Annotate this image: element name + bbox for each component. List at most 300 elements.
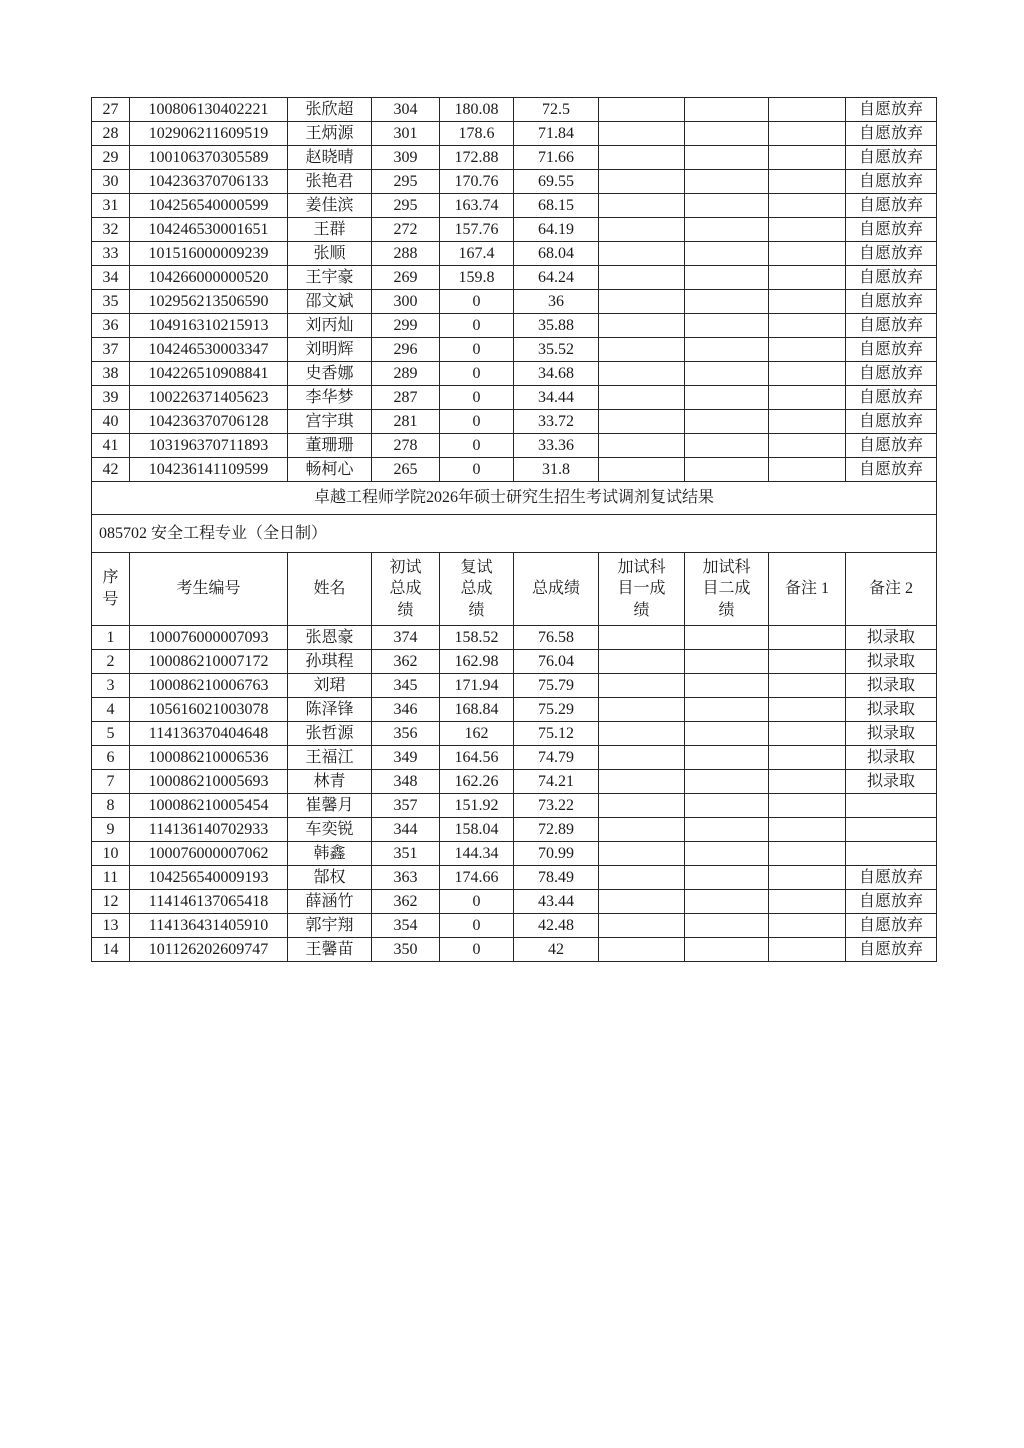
table-cell: 拟录取 (846, 746, 937, 770)
table-row (92, 170, 937, 194)
table-cell (769, 314, 846, 338)
table-cell: 自愿放弃 (846, 866, 937, 890)
page-title: 卓越工程师学院2026年硕士研究生招生考试调剂复试结果 (92, 482, 937, 515)
table-cell: 158.52 (440, 626, 514, 650)
table-cell: 114146137065418 (130, 890, 288, 914)
table-cell (685, 794, 769, 818)
table-cell (769, 170, 846, 194)
table-cell: 30 (92, 170, 130, 194)
table-cell: 自愿放弃 (846, 410, 937, 434)
table-cell: 33 (92, 242, 130, 266)
table-cell: 102906211609519 (130, 122, 288, 146)
table-cell: 42 (92, 458, 130, 482)
table-cell (599, 146, 685, 170)
table-row (92, 314, 937, 338)
table-cell (769, 794, 846, 818)
table-cell (685, 818, 769, 842)
table-cell: 33.36 (514, 434, 599, 458)
table-cell: 170.76 (440, 170, 514, 194)
table-cell (599, 410, 685, 434)
col-header-remark1: 备注 1 (769, 553, 846, 626)
table-cell (685, 314, 769, 338)
table-cell (599, 794, 685, 818)
table-cell: 张哲源 (288, 722, 372, 746)
table-cell: 349 (372, 746, 440, 770)
table-cell: 287 (372, 386, 440, 410)
table-cell (685, 722, 769, 746)
table-cell: 100086210006763 (130, 674, 288, 698)
table-cell (685, 386, 769, 410)
table-cell: 5 (92, 722, 130, 746)
table-cell (685, 434, 769, 458)
table-cell: 自愿放弃 (846, 458, 937, 482)
table-cell: 34.68 (514, 362, 599, 386)
table-cell: 35.52 (514, 338, 599, 362)
table-cell: 102956213506590 (130, 290, 288, 314)
table-row (92, 242, 937, 266)
table-cell: 刘明辉 (288, 338, 372, 362)
table-row (92, 938, 937, 962)
table-cell: 13 (92, 914, 130, 938)
table-cell: 301 (372, 122, 440, 146)
col-header-no: 序 号 (92, 553, 130, 626)
table-cell: 151.92 (440, 794, 514, 818)
table-cell: 郜权 (288, 866, 372, 890)
table-cell: 自愿放弃 (846, 98, 937, 122)
table-cell: 296 (372, 338, 440, 362)
table-cell: 0 (440, 338, 514, 362)
table-cell: 104236370706133 (130, 170, 288, 194)
table-cell (599, 194, 685, 218)
table-cell: 100076000007062 (130, 842, 288, 866)
table-cell (846, 818, 937, 842)
table-cell: 72.5 (514, 98, 599, 122)
table-cell: 拟录取 (846, 698, 937, 722)
table-cell: 拟录取 (846, 722, 937, 746)
table-cell: 72.89 (514, 818, 599, 842)
table-cell (599, 914, 685, 938)
table-cell: 42.48 (514, 914, 599, 938)
table-row (92, 362, 937, 386)
table-row (92, 674, 937, 698)
table-cell: 31 (92, 194, 130, 218)
table-cell: 157.76 (440, 218, 514, 242)
table-cell: 拟录取 (846, 650, 937, 674)
table-row (92, 458, 937, 482)
table-cell: 68.15 (514, 194, 599, 218)
table-row (92, 338, 937, 362)
table-row (92, 794, 937, 818)
table-cell: 144.34 (440, 842, 514, 866)
table-cell (685, 146, 769, 170)
table-cell: 34.44 (514, 386, 599, 410)
table-cell: 拟录取 (846, 674, 937, 698)
table-cell: 王群 (288, 218, 372, 242)
table-cell: 自愿放弃 (846, 290, 937, 314)
table-cell: 0 (440, 314, 514, 338)
table-row (92, 770, 937, 794)
table-cell (685, 746, 769, 770)
table-cell: 100086210005693 (130, 770, 288, 794)
table-cell: 354 (372, 914, 440, 938)
table-cell: 114136370404648 (130, 722, 288, 746)
table-cell (769, 938, 846, 962)
table-cell: 29 (92, 146, 130, 170)
table-cell (599, 698, 685, 722)
table-cell (599, 386, 685, 410)
table-cell: 0 (440, 386, 514, 410)
table-cell: 350 (372, 938, 440, 962)
table-cell: 104246530001651 (130, 218, 288, 242)
table-cell (685, 674, 769, 698)
table-cell: 自愿放弃 (846, 434, 937, 458)
table-cell: 78.49 (514, 866, 599, 890)
table-cell (685, 890, 769, 914)
col-header-candidate-id: 考生编号 (130, 553, 288, 626)
continuation-rows (92, 98, 937, 482)
table-cell: 10 (92, 842, 130, 866)
table-cell (685, 122, 769, 146)
table-cell: 74.21 (514, 770, 599, 794)
table-row (92, 722, 937, 746)
table-cell: 7 (92, 770, 130, 794)
table-cell (769, 386, 846, 410)
table-cell: 车奕锐 (288, 818, 372, 842)
table-cell: 9 (92, 818, 130, 842)
table-cell: 韩鑫 (288, 842, 372, 866)
table-cell: 75.79 (514, 674, 599, 698)
table-cell: 104226510908841 (130, 362, 288, 386)
table-cell (685, 410, 769, 434)
table-row (92, 626, 937, 650)
table-cell: 自愿放弃 (846, 338, 937, 362)
table-row (92, 866, 937, 890)
table-cell: 103196370711893 (130, 434, 288, 458)
table-cell: 0 (440, 410, 514, 434)
table-cell: 100806130402221 (130, 98, 288, 122)
table-cell: 自愿放弃 (846, 122, 937, 146)
table-cell: 33.72 (514, 410, 599, 434)
table-cell (769, 458, 846, 482)
table-cell: 董珊珊 (288, 434, 372, 458)
table-cell: 刘珺 (288, 674, 372, 698)
table-cell: 104236370706128 (130, 410, 288, 434)
col-header-extra-subject1: 加试科 目一成 绩 (599, 553, 685, 626)
table-row (92, 818, 937, 842)
table-cell (769, 842, 846, 866)
table-cell: 272 (372, 218, 440, 242)
table-cell (685, 914, 769, 938)
table-cell: 拟录取 (846, 770, 937, 794)
table-cell: 自愿放弃 (846, 242, 937, 266)
table-cell (599, 890, 685, 914)
table-row (92, 218, 937, 242)
table-cell: 300 (372, 290, 440, 314)
table-cell: 41 (92, 434, 130, 458)
table-cell: 李华梦 (288, 386, 372, 410)
table-cell (599, 674, 685, 698)
table-row (92, 410, 937, 434)
table-cell: 299 (372, 314, 440, 338)
table-cell: 自愿放弃 (846, 170, 937, 194)
table-cell: 自愿放弃 (846, 218, 937, 242)
table-cell: 31.8 (514, 458, 599, 482)
table-cell: 278 (372, 434, 440, 458)
table-cell (685, 194, 769, 218)
table-cell (599, 170, 685, 194)
table-cell (769, 770, 846, 794)
table-cell: 6 (92, 746, 130, 770)
table-cell (599, 866, 685, 890)
table-cell (599, 722, 685, 746)
table-cell: 王炳源 (288, 122, 372, 146)
table-cell: 14 (92, 938, 130, 962)
table-cell: 71.66 (514, 146, 599, 170)
table-cell: 167.4 (440, 242, 514, 266)
table-cell (599, 434, 685, 458)
table-cell: 100086210006536 (130, 746, 288, 770)
table-cell: 168.84 (440, 698, 514, 722)
table-cell (685, 626, 769, 650)
table-cell: 3 (92, 674, 130, 698)
table-cell: 自愿放弃 (846, 938, 937, 962)
table-cell: 宫宇琪 (288, 410, 372, 434)
table-row (92, 890, 937, 914)
table-cell (769, 218, 846, 242)
table-cell (685, 842, 769, 866)
table-cell: 100086210007172 (130, 650, 288, 674)
table-cell: 164.56 (440, 746, 514, 770)
table-cell (769, 242, 846, 266)
table-cell (685, 266, 769, 290)
table-cell: 346 (372, 698, 440, 722)
table-cell (769, 410, 846, 434)
table-header-row (92, 553, 937, 626)
table-cell: 104256540000599 (130, 194, 288, 218)
table-cell: 64.24 (514, 266, 599, 290)
table-cell: 36 (92, 314, 130, 338)
table-cell: 36 (514, 290, 599, 314)
table-row (92, 914, 937, 938)
table-cell: 张顺 (288, 242, 372, 266)
table-cell (599, 650, 685, 674)
table-cell: 8 (92, 794, 130, 818)
table-cell: 42 (514, 938, 599, 962)
col-header-retest-score: 复试 总成 绩 (440, 553, 514, 626)
table-cell (685, 218, 769, 242)
table-cell: 0 (440, 362, 514, 386)
table-cell: 158.04 (440, 818, 514, 842)
table-cell (685, 866, 769, 890)
table-cell: 0 (440, 434, 514, 458)
table-cell: 27 (92, 98, 130, 122)
table-cell: 王福江 (288, 746, 372, 770)
col-header-total-score: 总成绩 (514, 553, 599, 626)
table-cell: 104916310215913 (130, 314, 288, 338)
table-cell (685, 698, 769, 722)
table-cell (599, 770, 685, 794)
table-cell: 281 (372, 410, 440, 434)
table-cell: 刘丙灿 (288, 314, 372, 338)
table-cell: 75.29 (514, 698, 599, 722)
table-cell (685, 242, 769, 266)
table-cell (769, 122, 846, 146)
table-cell: 104256540009193 (130, 866, 288, 890)
table-cell (599, 938, 685, 962)
table-cell (769, 266, 846, 290)
table-cell (769, 818, 846, 842)
table-title-row (92, 482, 937, 515)
table-cell: 288 (372, 242, 440, 266)
table-cell: 357 (372, 794, 440, 818)
table-cell: 163.74 (440, 194, 514, 218)
table-cell: 4 (92, 698, 130, 722)
table-cell: 348 (372, 770, 440, 794)
table-cell: 张恩豪 (288, 626, 372, 650)
section-header-row (92, 515, 937, 553)
col-header-extra-subject2: 加试科 目二成 绩 (685, 553, 769, 626)
table-cell (769, 626, 846, 650)
table-cell: 174.66 (440, 866, 514, 890)
table-cell: 295 (372, 170, 440, 194)
table-cell: 100076000007093 (130, 626, 288, 650)
table-cell: 76.04 (514, 650, 599, 674)
table-cell: 362 (372, 650, 440, 674)
table-cell: 269 (372, 266, 440, 290)
table-cell (599, 122, 685, 146)
table-cell (769, 362, 846, 386)
table-cell: 43.44 (514, 890, 599, 914)
table-cell (685, 338, 769, 362)
table-cell (769, 194, 846, 218)
table-cell: 自愿放弃 (846, 194, 937, 218)
table-cell: 100086210005454 (130, 794, 288, 818)
table-cell: 114136140702933 (130, 818, 288, 842)
table-cell: 张艳君 (288, 170, 372, 194)
table-row (92, 650, 937, 674)
table-cell: 邵文斌 (288, 290, 372, 314)
table-cell: 34 (92, 266, 130, 290)
table-cell: 171.94 (440, 674, 514, 698)
table-cell (599, 314, 685, 338)
table-row (92, 98, 937, 122)
table-cell: 孙琪程 (288, 650, 372, 674)
table-cell (769, 650, 846, 674)
table-cell: 0 (440, 938, 514, 962)
table-cell: 71.84 (514, 122, 599, 146)
table-cell: 0 (440, 890, 514, 914)
table-cell: 69.55 (514, 170, 599, 194)
table-row (92, 146, 937, 170)
table-cell (685, 290, 769, 314)
table-cell: 345 (372, 674, 440, 698)
major-section-header: 085702 安全工程专业（全日制） (92, 515, 937, 553)
table-cell: 75.12 (514, 722, 599, 746)
table-cell: 35.88 (514, 314, 599, 338)
table-cell: 40 (92, 410, 130, 434)
table-cell: 自愿放弃 (846, 386, 937, 410)
table-cell: 100226371405623 (130, 386, 288, 410)
table-cell (769, 890, 846, 914)
table-cell: 73.22 (514, 794, 599, 818)
table-cell: 史香娜 (288, 362, 372, 386)
table-cell (599, 290, 685, 314)
table-cell (846, 794, 937, 818)
table-cell (685, 770, 769, 794)
table-cell: 180.08 (440, 98, 514, 122)
table-row (92, 194, 937, 218)
table-cell: 114136431405910 (130, 914, 288, 938)
table-row (92, 386, 937, 410)
table-cell: 104266000000520 (130, 266, 288, 290)
table-cell: 159.8 (440, 266, 514, 290)
table-cell (599, 98, 685, 122)
table-cell: 162 (440, 722, 514, 746)
table-cell: 295 (372, 194, 440, 218)
table-cell: 0 (440, 290, 514, 314)
table-cell (599, 266, 685, 290)
table-cell: 1 (92, 626, 130, 650)
table-cell (769, 866, 846, 890)
table-cell: 0 (440, 458, 514, 482)
table-cell: 362 (372, 890, 440, 914)
table-row (92, 122, 937, 146)
table-cell: 35 (92, 290, 130, 314)
table-cell: 11 (92, 866, 130, 890)
table-cell (599, 626, 685, 650)
table-cell: 101126202609747 (130, 938, 288, 962)
table-cell (769, 674, 846, 698)
table-cell: 289 (372, 362, 440, 386)
table-cell: 12 (92, 890, 130, 914)
table-cell: 351 (372, 842, 440, 866)
table-cell: 32 (92, 218, 130, 242)
table-cell (599, 338, 685, 362)
table-cell: 38 (92, 362, 130, 386)
table-cell: 自愿放弃 (846, 266, 937, 290)
table-cell (599, 818, 685, 842)
col-header-initial-score: 初试 总成 绩 (372, 553, 440, 626)
table-cell (769, 146, 846, 170)
table-cell: 薛涵竹 (288, 890, 372, 914)
table-cell: 172.88 (440, 146, 514, 170)
table-cell: 162.26 (440, 770, 514, 794)
table-cell: 74.79 (514, 746, 599, 770)
table-cell (685, 458, 769, 482)
table-cell: 76.58 (514, 626, 599, 650)
table-cell: 自愿放弃 (846, 314, 937, 338)
table-cell: 100106370305589 (130, 146, 288, 170)
table-row (92, 290, 937, 314)
table-cell (769, 722, 846, 746)
table-cell: 104236141109599 (130, 458, 288, 482)
table-cell (769, 698, 846, 722)
table-cell (599, 242, 685, 266)
table-cell: 356 (372, 722, 440, 746)
table-cell: 37 (92, 338, 130, 362)
table-cell (599, 362, 685, 386)
table-cell: 自愿放弃 (846, 914, 937, 938)
table-cell: 363 (372, 866, 440, 890)
table-cell: 自愿放弃 (846, 890, 937, 914)
table-cell (599, 842, 685, 866)
table-cell: 姜佳滨 (288, 194, 372, 218)
table-cell: 162.98 (440, 650, 514, 674)
main-rows (92, 626, 937, 962)
table-cell: 自愿放弃 (846, 362, 937, 386)
table-cell: 104246530003347 (130, 338, 288, 362)
table-cell (769, 746, 846, 770)
